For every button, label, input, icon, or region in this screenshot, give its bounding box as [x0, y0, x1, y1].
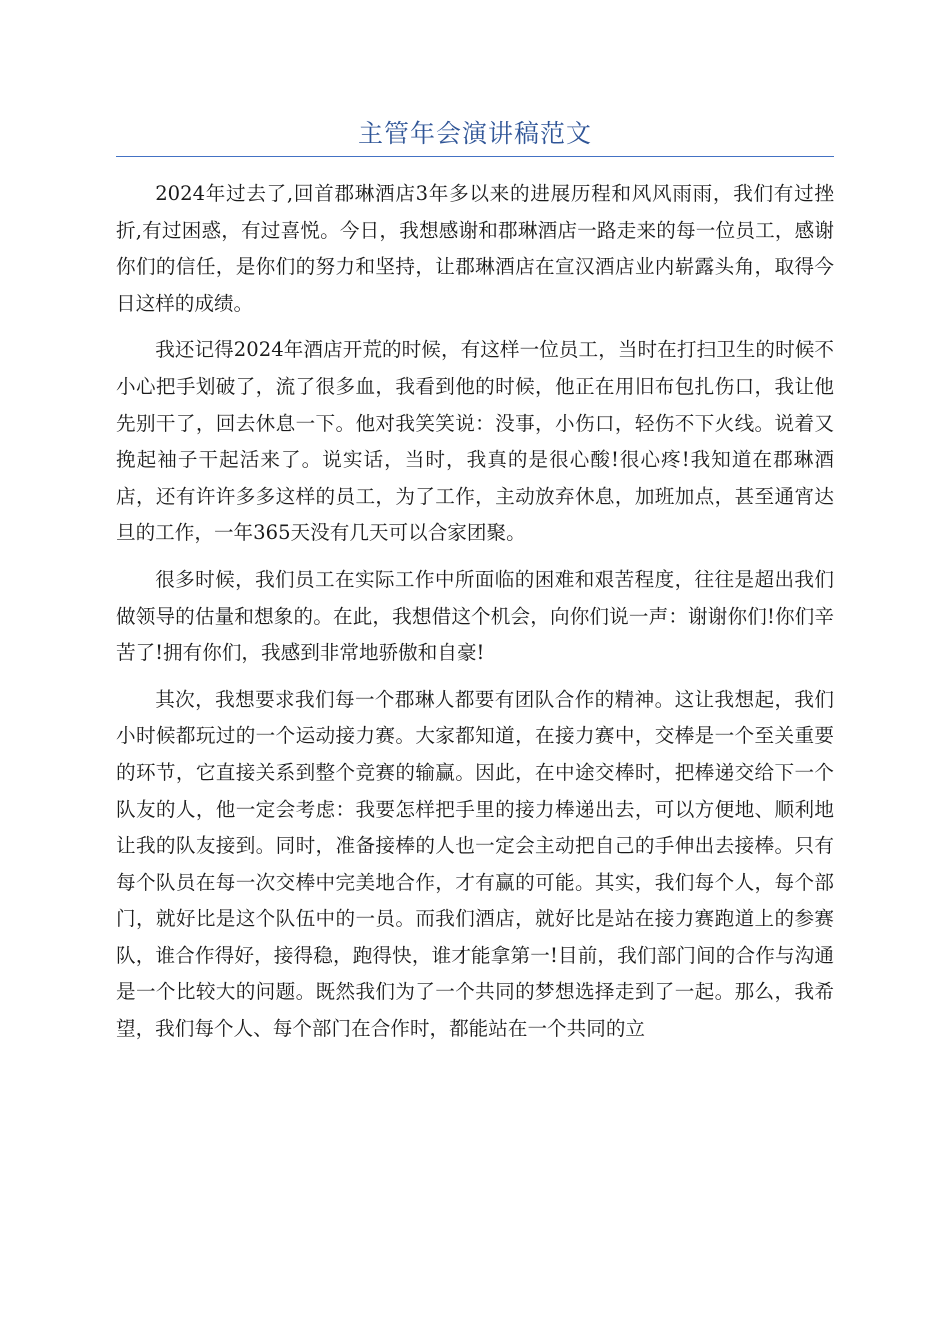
paragraph: 其次，我想要求我们每一个郡琳人都要有团队合作的精神。这让我想起，我们小时候都玩过的一个运动接力赛。大家都知道，在接力赛中，交棒是一个至关重要的环节，它直接关系到整个竞赛的输赢。因此，在中途交棒时，把棒递交给下一个队友的人，他一定会考虑：我要怎样把手里的接力棒递出去，可以方便地、顺利地让我的队友接到。同时，准备接棒的人也一定会主动把自己的手伸出去接棒。只有每个队员在每一次交棒中完美地合作，才有赢的可能。其实，我们每个人，每个部门，就好比是这个队伍中的一员。而我们酒店，就好比是站在接力赛跑道上的参赛队，谁合作得好，接得稳，跑得快，谁才能拿第一!目前，我们部门间的合作与沟通是一个比较大的问题。既然我们为了一个共同的梦想选择走到了一起。那么，我希望，我们每个人、每个部门在合作时，都能站在一个共同的立 — [116, 687, 834, 1041]
document-title: 主管年会演讲稿范文 — [357, 119, 592, 148]
title-underline — [116, 156, 834, 157]
document-body — [116, 176, 834, 1058]
paragraph: 2024年过去了,回首郡琳酒店3年多以来的进展历程和风风雨雨，我们有过挫折,有过困惑，有过喜悦。今日，我想感谢和郡琳酒店一路走来的每一位员工，感谢你们的信任，是你们的努力和坚持，让郡琳酒店在宣汉酒店业内崭露头角，取得今日这样的成绩。 — [116, 182, 834, 315]
paragraph: 我还记得2024年酒店开荒的时候，有这样一位员工，当时在打扫卫生的时候不小心把手划破了，流了很多血，我看到他的时候，他正在用旧布包扎伤口，我让他先别干了，回去休息一下。他对我笑笑说：没事，小伤口，轻伤不下火线。说着又挽起袖子干起活来了。说实话，当时，我真的是很心酸!很心疼!我知道在郡琳酒店，还有许许多多这样的员工，为了工作，主动放弃休息，加班加点，甚至通宵达旦的工作，一年365天没有几天可以合家团聚。 — [116, 338, 834, 545]
paragraph: 很多时候，我们员工在实际工作中所面临的困难和艰苦程度，往往是超出我们做领导的估量和想象的。在此，我想借这个机会，向你们说一声：谢谢你们!你们辛苦了!拥有你们，我感到非常地骄傲和自豪! — [116, 567, 834, 665]
